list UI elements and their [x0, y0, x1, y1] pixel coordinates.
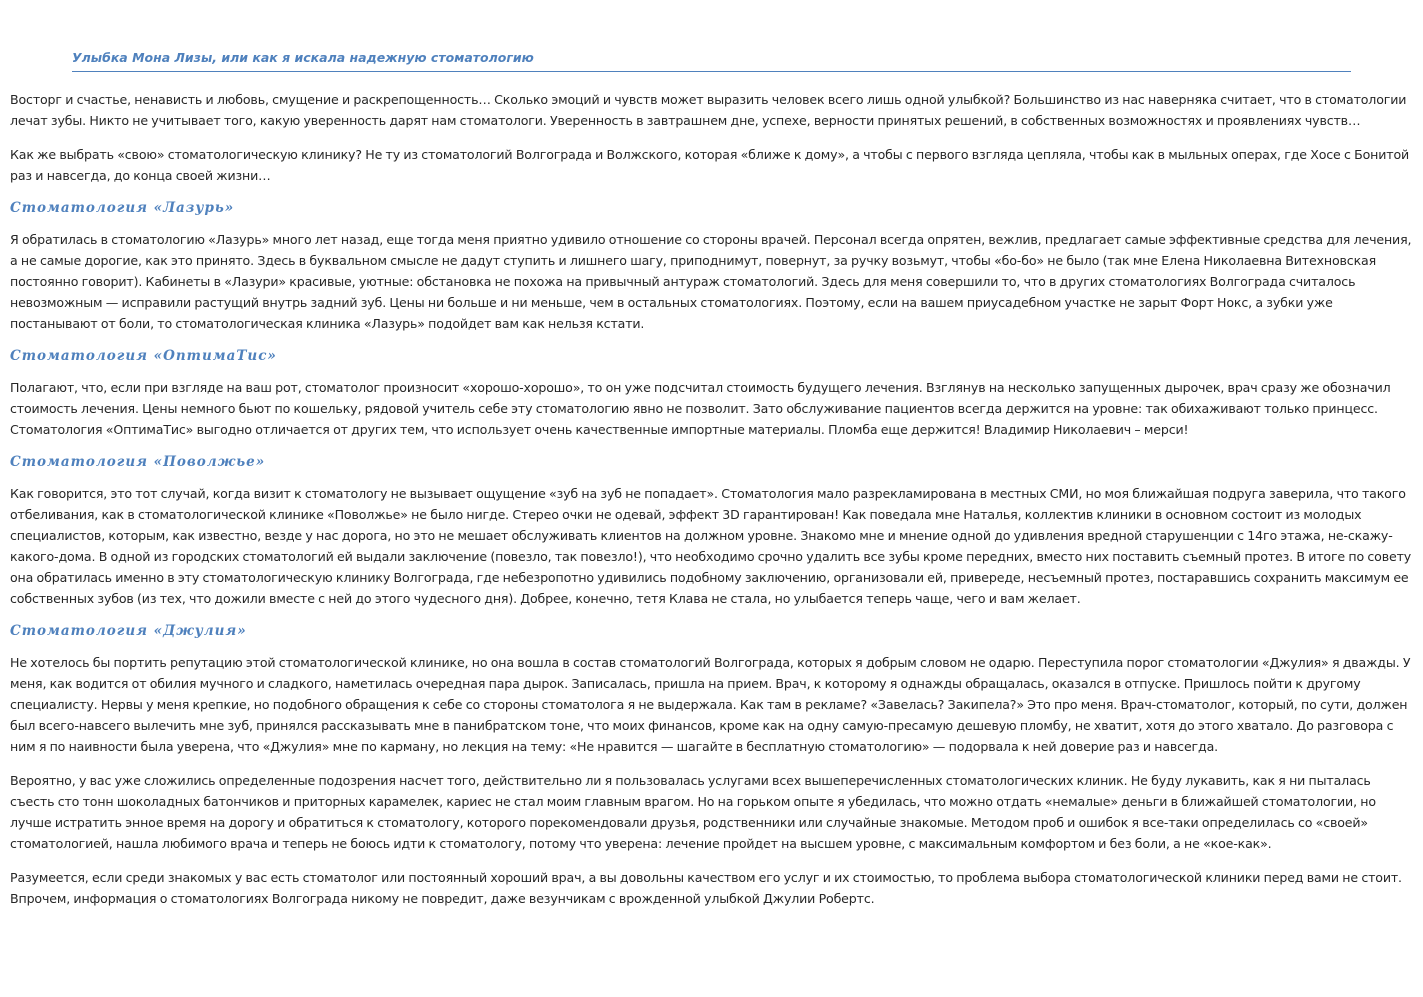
document-title: Улыбка Мона Лизы, или как я искала надежную стоматологию: [72, 50, 534, 65]
section-heading-optimatis: Стоматология «ОптимаТис»: [10, 348, 277, 364]
outro-paragraph-2: Разумеется, если среди знакомых у вас есть стоматолог или постоянный хороший врач, а вы довольны качеством его услуг и их стоимостью, то проблема выбора стоматологической клиники перед вами не стоит. Впрочем, информация о стоматологиях Волгограда никому не повредит, даже везунчикам с врожденной улыбкой Джулии Робертс.: [10, 870, 1402, 906]
intro-paragraph-1: Восторг и счастье, ненависть и любовь, смущение и раскрепощенность… Сколько эмоций и чувств может выразить человек всего лишь одной улыбкой? Большинство из нас наверняка считает, что в стоматологии лечат зубы. Никто не учитывает того, какую уверенность дарят нам стоматологи. Уверенность в завтрашнем дне, успехе, верности принятых решений, в собственных возможностях и проявлениях чувств…: [10, 92, 1407, 128]
section-heading-julia: Стоматология «Джулия»: [10, 623, 247, 639]
section-heading-povolzhye: Стоматология «Поволжье»: [10, 454, 266, 470]
section-heading-lazur: Стоматология «Лазурь»: [10, 200, 235, 216]
section-text-lazur: Я обратилась в стоматологию «Лазурь» много лет назад, еще тогда меня приятно удивило отношение со стороны врачей. Персонал всегда опрятен, вежлив, предлагает самые эффективные средства для лечения, а не самые дорогие, как это принято. Здесь в буквальном смысле не дадут ступить и лишнего шагу, приподнимут, повернут, за ручку возьмут, чтобы «бо-бо» не было (так мне Елена Николаевна Витехновская постоянно говорит). Кабинеты в «Лазури» красивые, уютные: обстановка не похожа на привычный антураж стоматологий. Здесь для меня совершили то, что в других стоматологиях Волгограда считалось невозможным — исправили растущий внутрь задний зуб. Цены ни больше и ни меньше, чем в остальных стоматологиях. Поэтому, если на вашем приусадебном участке не зарыт Форт Нокс, а зубки уже постанывают от боли, то стоматологическая клиника «Лазурь» подойдет вам как нельзя кстати.: [10, 232, 1412, 331]
document-header: [72, 0, 1351, 72]
document-page: [10, 0, 1415, 909]
section-text-julia: Не хотелось бы портить репутацию этой стоматологической клинике, но она вошла в состав стоматологий Волгограда, которых я добрым словом не одарю. Переступила порог стоматологии «Джулия» я дважды. У меня, как водится от обилия мучного и сладкого, наметилась очередная пара дырок. Записалась, пришла на прием. Врач, к которому я однажды обращалась, оказался в отпуске. Пришлось пойти к другому специалисту. Нервы у меня крепкие, но подобного обращения к себе со стороны стоматолога я не выдержала. Как там в рекламе? «Завелась? Закипела?» Это про меня. Врач-стоматолог, который, по сути, должен был всего-навсего вылечить мне зуб, принялся рассказывать мне в панибратском тоне, что моих финансов, кроме как на одну самую-пресамую дешевую пломбу, не хватит, хотя до этого хватало. До разговора с ним я по наивности была уверена, что «Джулия» мне по карману, но лекция на тему: «Не нравится — шагайте в бесплатную стоматологию» — подорвала к ней доверие раз и навсегда.: [10, 655, 1411, 754]
section-text-povolzhye: Как говорится, это тот случай, когда визит к стоматологу не вызывает ощущение «зуб на зуб не попадает». Стоматология мало разрекламирована в местных СМИ, но моя ближайшая подруга заверила, что такого отбеливания, как в стоматологической клинике «Поволжье» не было нигде. Стерео очки не одевай, эффект 3D гарантирован! Как поведала мне Наталья, коллектив клиники в основном состоит из молодых специалистов, которым, как известно, везде у нас дорога, но это не мешает обслуживать клиентов на должном уровне. Знакомо мне и мнение одной до удивления вредной старушенции с 14го этажа, не-скажу-какого-дома. В одной из городских стоматологий ей выдали заключение (повезло, так повезло!), что необходимо срочно удалить все зубы кроме передних, вместо них поставить съемный протез. В итоге по совету она обратилась именно в эту стоматологическую клинику Волгограда, где небезропотно удивились подобному заключению, организовали ей, привереде, несъемный протез, постаравшись сохранить максимум ее собственных зубов (из тех, что дожили вместе с ней до этого чудесного дня). Добрее, конечно, тетя Клава не стала, но улыбается теперь чаще, чего и вам желает.: [10, 486, 1412, 606]
section-text-optimatis: Полагают, что, если при взгляде на ваш рот, стоматолог произносит «хорошо-хорошо», то он уже подсчитал стоимость будущего лечения. Взглянув на несколько запущенных дырочек, врач сразу же обозначил стоимость лечения. Цены немного бьют по кошельку, рядовой учитель себе эту стоматологию явно не позволит. Зато обслуживание пациентов всегда держится на уровне: так обихаживают только принцесс. Стоматология «ОптимаТис» выгодно отличается от других тем, что использует очень качественные импортные материалы. Пломба еще держится! Владимир Николаевич – мерси!: [10, 380, 1391, 437]
outro-paragraph-1: Вероятно, у вас уже сложились определенные подозрения насчет того, действительно ли я пользовалась услугами всех вышеперечисленных стоматологических клиник. Не буду лукавить, как я ни пыталась съесть сто тонн шоколадных батончиков и приторных карамелек, кариес не стал моим главным врагом. Но на горьком опыте я убедилась, что можно отдать «немалые» деньги в ближайшей стоматологии, но лучше истратить энное время на дорогу и обратиться к стоматологу, которого порекомендовали друзья, родственники или случайные знакомые. Методом проб и ошибок я все-таки определилась со «своей» стоматологией, нашла любимого врача и теперь не боюсь идти к стоматологу, потому что уверена: лечение пройдет на высшем уровне, с максимальным комфортом и без боли, а не «кое-как».: [10, 773, 1376, 851]
intro-paragraph-2: Как же выбрать «свою» стоматологическую клинику? Не ту из стоматологий Волгограда и Волжского, которая «ближе к дому», а чтобы с первого взгляда цепляла, чтобы как в мыльных операх, где Хосе с Бонитой раз и навсегда, до конца своей жизни…: [10, 147, 1410, 183]
